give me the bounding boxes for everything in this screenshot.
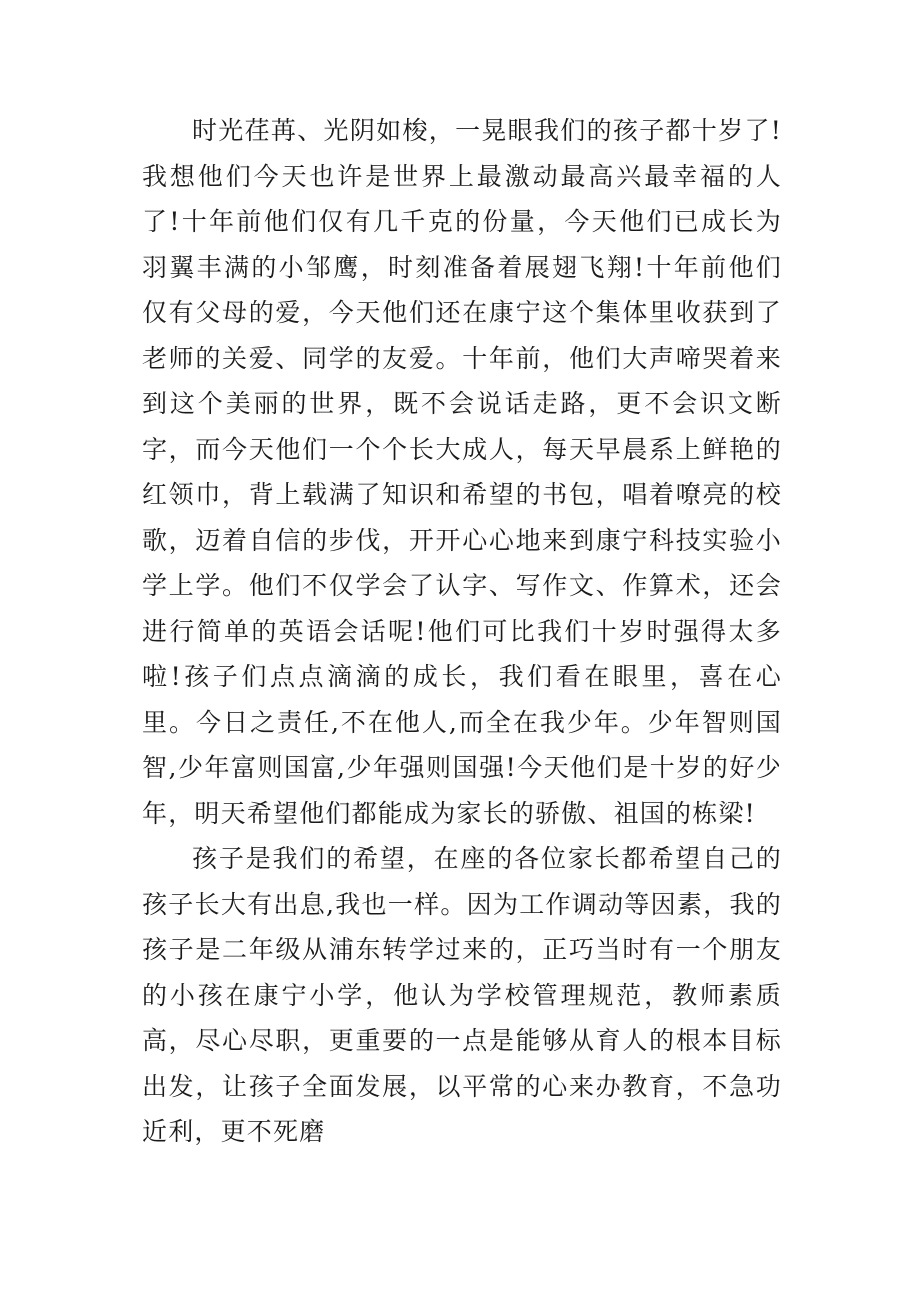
paragraph-1: 时光荏苒、光阴如梭，一晃眼我们的孩子都十岁了!我想他们今天也许是世界上最激动最高兴最幸福的人了!十年前他们仅有几千克的份量，今天他们已成长为羽翼丰满的小邹鹰，时刻准备着展翅飞翔!十年前他们仅有父母的爱，今天他们还在康宁这个集体里收获到了老师的关爱、同学的友爱。十年前，他们大声啼哭着来到这个美丽的世界，既不会说话走路，更不会识文断字，而今天他们一个个长大成人，每天早晨系上鲜艳的红领巾，背上载满了知识和希望的书包，唱着嘹亮的校歌，迈着自信的步伐，开开心心地来到康宁科技实验小学上学。他们不仅学会了认字、写作文、作算术，还会进行简单的英语会话呢!他们可比我们十岁时强得太多啦!孩子们点点滴滴的成长，我们看在眼里，喜在心里。今日之责任,不在他人,而全在我少年。少年智则国智,少年富则国富,少年强则国强!今天他们是十岁的好少年，明天希望他们都能成为家长的骄傲、祖国的栋梁! [142,116,782,828]
paragraph-2: 孩子是我们的希望，在座的各位家长都希望自己的孩子长大有出息,我也一样。因为工作调动等因素，我的孩子是二年级从浦东转学过来的，正巧当时有一个朋友的小孩在康宁小学，他认为学校管理规范，教师素质高，尽心尽职，更重要的一点是能够从育人的根本目标出发，让孩子全面发展，以平常的心来办教育，不急功近利，更不死磨 [142,844,782,1146]
body-text [142,108,782,1155]
